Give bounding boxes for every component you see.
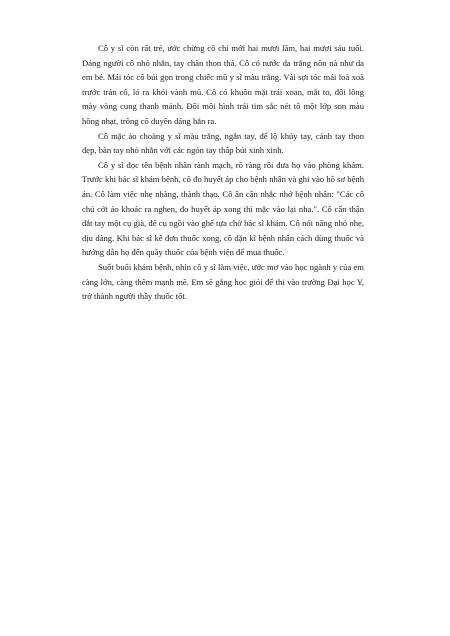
paragraph-1: Cô y sĩ còn rất trẻ, ước chừng cô chỉ mới hai mươi lăm, hai mươi sáu tuổi. Dáng người cô nhỏ nhắn, tay chân thon thả. Cô có nước da trắng nõn nà như da em bé. Mái tóc cô búi gọn trong chiếc mũ y sĩ màu trắng. Vài sợi tóc mái loà xoà trước trán cô, ló ra khỏi vành mũ. Cô có khuôn mặt trái xoan, mắt to, đôi lông mày vòng cung thanh mảnh. Đôi môi hình trái tim sắc nét tô một lớp son màu hồng nhạt, trông cô duyên dáng hẳn ra. xyxy=(82,43,364,126)
paragraph-2: Cô mặc áo choàng y sĩ màu trắng, ngắn tay, để lộ khủy tay, cánh tay thon đẹp, bàn tay nhỏ nhắn với các ngón tay thấp bút xinh xinh. xyxy=(82,130,364,156)
paragraph-4: Suốt buổi khám bệnh, nhìn cô y sĩ làm việc, ước mơ vào học ngành y của em càng lớn, càng thêm mạnh mẽ. Em sẽ gắng học giỏi để thi vào trường Đại học Y, trở thành người thầy thuốc tốt. xyxy=(82,261,364,302)
document-body xyxy=(82,41,364,304)
paragraph-3: Cô y sĩ đọc tên bệnh nhân rành mạch, rõ ràng rồi đưa họ vào phòng khám. Trước khi bác sĩ khám bệnh, cô đo huyết áp cho bệnh nhân và ghi vào hồ sơ bệnh án. Cô làm việc nhẹ nhàng, thành thạo. Cô ân cần nhắc nhở bệnh nhân: "Các cô chú cởi áo khoác ra nghen, đo huyết áp xong thì mặc vào lại nha.". Cô cẩn thận dắt tay một cụ già, để cụ ngồi vào ghế tựa chờ bác sĩ khám. Cô nói năng nhỏ nhẹ, dịu dàng. Khi bác sĩ kê đơn thuốc xong, cô dặn kĩ bệnh nhân cách dùng thuốc và hướng dẫn họ đến quầy thuốc của bệnh viện để mua thuốc. xyxy=(82,159,364,258)
